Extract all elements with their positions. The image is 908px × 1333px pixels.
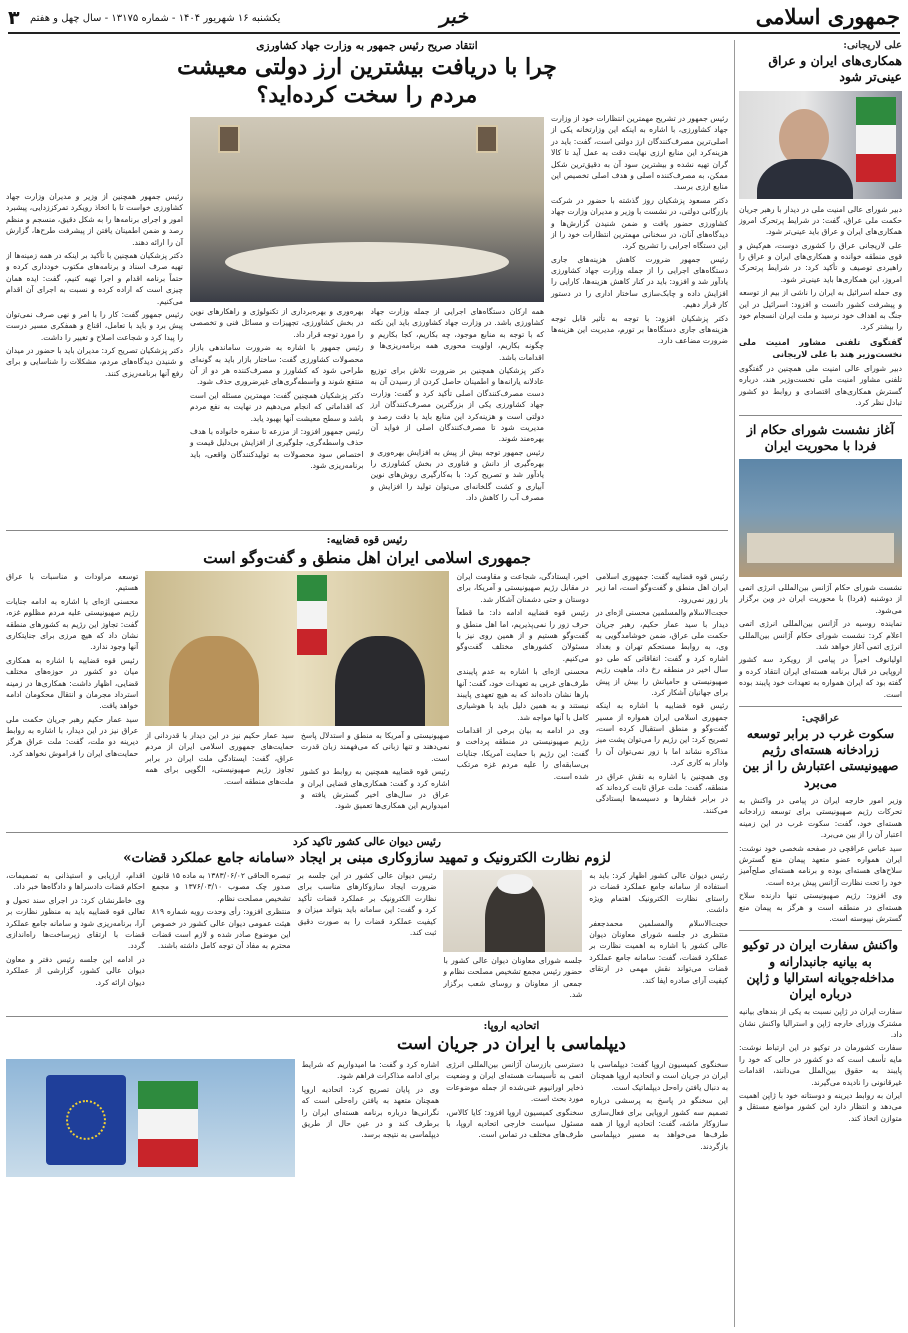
person-shape [169, 636, 259, 726]
story-headline: همکاری‌های ایران و عراق عینی‌تر شود [768, 53, 902, 85]
iran-flag-image [297, 575, 327, 655]
divider [6, 530, 728, 531]
person-body-shape [757, 159, 853, 199]
article-column: بهره‌وری و بهره‌برداری از تکنولوژی و راهکارهای نوین در بخش کشاورزی، تجهیزات و مسائل فنی و تخصصی را مورد توجه قرار داد. رئیس جمهور با اشاره به ضرورت ساماندهی بازار محصولات کشاورزی گفت: ساختار بازار باید به گونه‌ای طراحی شود که کشاورز و مصرف‌کننده هر دو از آن منتفع شوند و واسطه‌گری‌های غیرضروری حذف شود. دکتر پزشکیان همچنین گفت: مهمترین مسئله این است که اقداماتی که انجام می‌دهیم در نهایت به نفع مردم باشد و سطح معیشت آنها بهبود یابد. رئیس جمهور افزود: از مزرعه تا سفره خانواده با هدف حذف واسطه‌گری، جلوگیری از افزایش بی‌دلیل قیمت و اختصاص سود محصولات به تولیدکنندگان واقعی، باید برنامه‌ریزی شود. [190, 307, 364, 471]
divider [739, 706, 902, 707]
article-headline: جمهوری اسلامی ایران اهل منطق و گفت‌وگو است [203, 548, 531, 567]
story-headline: سکوت غرب در برابر توسعه زرادخانه هسته‌ای رژیم صهیونیستی اعتبارش را از بین می‌برد [742, 725, 899, 790]
eu-flag-image [46, 1075, 126, 1165]
divider [6, 1016, 728, 1017]
story-headline: آغاز نشست شورای حکام از فردا با محوریت ایران [746, 421, 895, 453]
sidebar-story-larijani [739, 40, 902, 409]
article-column: صهیونیستی و آمریکا به منطق و استدلال پاسخ نمی‌دهند و تنها زبانی که می‌فهمند زبان قدرت است. رئیس قوه قضاییه همچنین به روابط دو کشور اشاره کرد و گفت: همکاری‌های قضایی ایران و عراق در سال‌های اخیر گسترش یافته و امیدواریم این همکاری‌ها تعمیق شود. [300, 731, 450, 811]
cleric-photo [443, 870, 582, 952]
story-kicker: علی لاریجانی: [843, 40, 902, 51]
sidebar-story-iaea [739, 422, 902, 700]
divider [739, 930, 902, 931]
story-body: وزیر امور خارجه ایران در پیامی در واکنش به تحرکات رژیم صهیونیستی برای توسعه زرادخانه هسته‌ای خود، گفت: سکوت غرب در این زمینه اعتبار آن را از بین می‌برد. سید عباس عراقچی در صفحه شخصی خود نوشت: ایران همواره عضو متعهد پیمان منع گسترش سلاح‌های هسته‌ای بوده و برنامه هسته‌ای صلح‌آمیز خود را تحت نظارت آژانس پیش برده است. وی افزود: رژیم صهیونیستی تنها دارنده سلاح هسته‌ای در منطقه است و هرگز به پیمان منع گسترش نپیوسته است. [739, 795, 902, 923]
article-judiciary [6, 534, 728, 828]
article-column: رئیس قوه قضاییه گفت: جمهوری اسلامی ایران اهل منطق و گفت‌وگو است، اما زیر بار زور نمی‌رود. حجت‌الاسلام والمسلمین محسنی اژه‌ای در دیدار با سید عمار حکیم، رهبر جریان حکمت ملی عراق، ضمن خوشامدگویی به وی، به روابط مستحکم تهران و بغداد اشاره کرد و گفت: اتفاقاتی که طی دو سال اخیر در منطقه رخ داد، ماهیت رژیم صهیونیستی و حامیانش را بیش از پیش برای جهانیان آشکار کرد. رئیس قوه قضاییه با اشاره به اینکه جمهوری اسلامی ایران همواره از مسیر گفت‌وگو و منطق استقبال کرده است، تصریح کرد: این رژیم را می‌توان پشت میز مذاکره نشاند اما با زور نمی‌توان آن را وادار به کاری کرد. وی همچنین با اشاره به نقش عراق در منطقه، گفت: ملت عراق ثابت کرده‌اند که در برابر فشارها و دسیسه‌ها ایستادگی می‌کنند. [595, 572, 728, 815]
judiciary-meeting-photo [145, 571, 449, 726]
sidebar-story-araghchi [739, 713, 902, 924]
person-shape [335, 636, 425, 726]
portrait-frame-image [218, 125, 240, 153]
article-column: اقدام، ارزیابی و استیذانی به تصمیمات، احکام قضات دادسراها و دادگاه‌ها خبر داد. وی خاطرنشان کرد: در اجرای سند تحول و تعالی قوه قضاییه باید به منظور نظارت بر آرا، برنامه‌ریزی شود و سامانه جامع عملکرد قضات با ارتقای زیرساخت‌ها راه‌اندازی گردد. در ادامه این جلسه رئیس دفتر و معاون دیوان عالی کشور، گزارشی از عملکرد دیوان ارائه کرد. [6, 871, 145, 987]
article-supreme-court [6, 836, 728, 1012]
article-column: رئیس دیوان عالی کشور در این جلسه بر ضرورت ایجاد سازوکارهای مناسب برای نظارت الکترونیک بر عملکرد قضات تأکید کرد و گفت: این سامانه باید بتواند میزان و کیفیت عملکرد قضات را به صورت دقیق ثبت کند. [297, 871, 437, 937]
story-kicker: عراقچی: [801, 712, 840, 724]
larijani-photo [739, 91, 902, 199]
section-title: خبر [440, 6, 468, 28]
article-column: توسعه مراودات و مناسبات با عراق هستیم. محسنی اژه‌ای با اشاره به ادامه جنایات رژیم صهیونیستی علیه مردم مظلوم غزه، گفت: تجاوز این رژیم به کشورهای منطقه نشان داد که هیچ مرزی برای جنایتکاری آنها وجود ندارد. رئیس قوه قضاییه با اشاره به همکاری میان دو کشور در حوزه‌های مختلف قضایی، اظهار داشت: همکاری‌ها در زمینه استرداد مجرمان و انتقال محکومان ادامه خواهد یافت. سید عمار حکیم رهبر جریان حکمت ملی عراق نیز در این دیدار، با اشاره به روابط دیرینه دو ملت، گفت: ملت عراق هرگز حمایت‌های ایران را فراموش نخواهد کرد. [6, 572, 139, 758]
conference-table-shape [225, 242, 508, 282]
eu-stars-icon [66, 1100, 106, 1140]
board-meeting-photo [739, 459, 902, 577]
story-body: دبیر شورای عالی امنیت ملی در دیدار با رهبر جریان حکمت ملی عراق، گفت: در شرایط پرتحرک امروز همکاری‌های ایران و عراق باید عینی‌تر شود. علی لاریجانی عراق را کشوری دوست، هم‌کیش و قوی منطقه خوانده و همکاری‌های ایران و عراق را راهبردی توصیف و تأکید کرد: در شرایط پرتحرک امروز، این همکاری‌ها باید عینی‌تر شود. وی حمله اسرائیل به ایران را ناشی از بیم از توسعه و پیشرفت کشور دانست و افزود: اسرائیل در این جنگ به اهداف خود نرسید و ملت ایران انسجام خود را بیشتر کرد. گفتگوی تلفنی مشاور امنیت ملی نخست‌وزیر هند با علی لاریجانی دبیر شورای عالی امنیت ملی همچنین در گفتگوی تلفنی مشاور امنیت ملی نخست‌وزیر هند، درباره گسترش همکاری‌های اقتصادی و روابط دو کشور تبادل نظر کرد. [739, 204, 902, 408]
sidebar [734, 40, 902, 1327]
article-column: سخنگوی کمیسیون اروپا گفت: دیپلماسی با ایران در جریان است و اتحادیه اروپا همچنان به دنبال یافتن راه‌حل دیپلماتیک است. این سخنگو در پاسخ به پرسشی درباره تصمیم سه کشور اروپایی برای فعال‌سازی سازوکار ماشه، گفت: اتحادیه اروپا از همه طرف‌ها می‌خواهد به مسیر دیپلماسی بازگردند. [590, 1060, 728, 1151]
issue-line: یکشنبه ۱۶ شهریور ۱۴۰۴ - شماره ۱۳۱۷۵ - سال چهل و هفتم [30, 13, 281, 24]
portrait-frame-image [476, 125, 498, 153]
article-column: رئیس دیوان عالی کشور اظهار کرد: باید به استفاده از سامانه جامع عملکرد قضات در راستای نظارت الکترونیک اهتمام ویژه داشت. حجت‌الاسلام والمسلمین محمدجعفر منتظری در جلسه شورای معاونان دیوان عالی کشور با اشاره به اهمیت نظارت بر عملکرد قضات، گفت: سامانه جامع عملکرد قضات می‌تواند نقش مهمی در ارتقای کیفیت آرای صادره ایفا کند. [589, 871, 728, 985]
article-column: دسترسی بازرسان آژانس بین‌المللی انرژی اتمی به تأسیسات هسته‌ای ایران و وضعیت ذخایر اورانیوم غنی‌شده از جمله موضوعات مورد بحث است. سخنگوی کمیسیون اروپا افزود: کایا کالاس، مسئول سیاست خارجی اتحادیه اروپا، با طرف‌های مختلف در تماس است. [446, 1060, 584, 1140]
article-column: اشاره کرد و گفت: ما امیدواریم که شرایط برای ادامه مذاکرات فراهم شود. وی در پایان تصریح کرد: اتحادیه اروپا همچنان متعهد به یافتن راه‌حلی است که نگرانی‌ها درباره برنامه هسته‌ای ایران را برطرف کند و در عین حال از طریق دیپلماسی به نتیجه برسد. [301, 1060, 440, 1140]
iran-flag-image [856, 97, 896, 183]
sidebar-story-tokyo [739, 937, 902, 1124]
article-column: جلسه شورای معاونان دیوان عالی کشور با حضور رئیس مجمع تشخیص مصلحت نظام و جمعی از معاونان و روسای شعب برگزار شد. [443, 870, 582, 1003]
story-body: سفارت ایران در ژاپن نسبت به یکی از بندهای بیانیه مشترک وزرای خارجه ژاپن و استرالیا واکنش نشان داد. سفارت کشورمان در توکیو در این ارتباط نوشت: مایه تأسف است که دو کشور در حالی که خود را پایبند به حقوق بین‌الملل می‌دانند، اقدامات غیرقانونی را نادیده می‌گیرند. ایران به روابط دیرینه و دوستانه خود با ژاپن اهمیت می‌دهد و انتظار دارد این کشور مواضع مستقل و متوازن اتخاذ کند. [739, 1007, 902, 1123]
article-headline: لزوم نظارت الکترونیک و تمهید سازوکاری مبنی بر ایجاد «سامانه جامع عملکرد قضات» [123, 850, 611, 866]
main-content [6, 40, 728, 1327]
article-column: رئیس جمهور در تشریح مهمترین انتظارات خود از وزارت جهاد کشاورزی، با اشاره به اینکه این وزارتخانه یکی از اصلی‌ترین مصرف‌کنندگان ارز دولتی است، گفت: باید در هزینه‌کرد این منابع ارزی نهایت دقت به عمل آید تا کالا گران تهیه نشده و بیشترین سود آن به دقیق‌ترین شکل ممکن، به مصرف‌کننده اصلی و هدف اصلی تخصیص این منابع ارزی برسد. دکتر مسعود پزشکیان روز گذشته با حضور در شرکت بازرگانی دولتی، در نشست با وزیر و مدیران وزارت جهاد کشاورزی حضور یافت و ضمن شنیدن گزارش‌ها و دیدگاه‌های آنان، در سخنانی مهمترین انتظارات خود را از این دستگاه اجرایی را تشریح کرد. رئیس جمهور ضرورت کاهش هزینه‌های جاری دستگاه‌های اجرایی را از جمله وزارت جهاد کشاورزی یادآور شد و افزود: باید در کنار کاهش هزینه‌ها، کارایی را افزایش داده و چابک‌سازی ساختار اداری را در دستور کار قرار دهیم. دکتر پزشکیان افزود: با توجه به تأثیر قابل توجه هزینه‌های جاری دستگاه‌ها بر تورم، مدیریت این هزینه‌ها ضرورت مضاعف دارد. [551, 114, 728, 346]
iran-flag-image [138, 1081, 198, 1167]
flags-photo [6, 1059, 295, 1177]
article-column: اخیر، ایستادگی، شجاعت و مقاومت ایران در مقابل رژیم صهیونیستی و آمریکا، برای دوستان و حتی دشمنان آشکار شد. رئیس قوه قضاییه ادامه داد: ما قطعاً حرف زور را نمی‌پذیریم، اما اهل منطق و گفت‌وگو هستیم و از همین روی نیز با مسئولان کشورهای مختلف گفت‌وگو می‌کنیم. محسنی اژه‌ای با اشاره به عدم پایبندی طرف‌های غربی به تعهدات خود، گفت: آنها بارها نشان داده‌اند که به هیچ تعهدی پایبند نیستند و به همین دلیل باید با هوشیاری کامل با آنها مواجه شد. وی در ادامه به بیان برخی از اقدامات رژیم صهیونیستی در منطقه پرداخت و گفت: این رژیم با حمایت آمریکا، جنایات بی‌سابقه‌ای را علیه مردم غزه مرتکب شده است. [456, 572, 589, 781]
article-column: رئیس جمهور همچنین از وزیر و مدیران وزارت جهاد کشاورزی خواست تا با اتخاذ رویکرد تمرکززدایی، پیشبرد امور و اجرای برنامه‌ها را به شکل دقیق، منسجم و منظم رصد و ضمن اطمینان یافتن از پیشرفت طرح‌ها، گزارش آن را ارائه دهند. دکتر پزشکیان همچنین با تأکید بر اینکه در همه زمینه‌ها از تهیه صرف اسناد و برنامه‌های مکتوب خودداری کرده و حتماً برنامه اقدام و اجرا تهیه کنیم، گفت: ایده همان چیزی است که اراده کرده و نسبت به اجرای آن اقدام می‌کنیم. رئیس جمهور گفت: کار را با امر و نهی صرف نمی‌توان پیش برد و باید با تعامل، اقناع و همفکری مسیر درست را پیدا کرد و شجاعت اصلاح و تغییر را داشت. دکتر پزشکیان تصریح کرد: مدیران باید با حضور در میدان و شنیدن دیدگاه‌های مردم، مشکلات را شناسایی و برای رفع آنها برنامه‌ریزی کنند. [6, 192, 183, 378]
divider [6, 832, 728, 833]
story-subhead: گفتگوی تلفنی مشاور امنیت ملی نخست‌وزیر هند با علی لاریجانی [739, 336, 902, 360]
story-headline: واکنش سفارت ایران در توکیو به بیانیه جانبدارانه و مداخله‌جویانه استرالیا و ژاپن درباره ایران [742, 937, 899, 1002]
turban-shape [497, 874, 533, 894]
page-number: ۳ [8, 7, 20, 29]
article-kicker: رئیس قوه قضاییه: [326, 534, 408, 546]
article-kicker: اتحادیه اروپا: [483, 1020, 540, 1032]
divider [739, 415, 902, 416]
article-headline: دیپلماسی با ایران در جریان است [396, 1034, 626, 1053]
newspaper-logo: جمهوری اسلامی [755, 4, 900, 29]
article-kicker: انتقاد صریح رئیس جمهور به وزارت جهاد کشاورزی [256, 40, 478, 52]
story-body: نشست شورای حکام آژانس بین‌المللی انرژی اتمی از دوشنبه (فردا) با محوریت ایران در وین برگزار می‌شود. نماینده روسیه در آژانس بین‌المللی انرژی اتمی اعلام کرد: نشست شورای حکام آژانس بین‌المللی انرژی اتمی آغاز خواهد شد. اولیانوف اخیراً در پیامی از رویکرد سه کشور اروپایی در قبال برنامه هسته‌ای ایران انتقاد کرده و گفته بود که ایران همواره به تعهدات خود پایبند بوده است. [739, 583, 902, 699]
person-head-shape [779, 109, 829, 167]
article-column: سید عمار حکیم نیز در این دیدار با قدردانی از حمایت‌های جمهوری اسلامی ایران از مردم عراق، گفت: ایستادگی ملت ایران در برابر تجاوز رژیم صهیونیستی، الگویی برای همه ملت‌های منطقه است. [145, 731, 294, 786]
meeting-table-shape [747, 533, 894, 563]
article-headline: چرا با دریافت بیشترین ارز دولتی معیشت مردم را سخت کرده‌اید؟ [177, 54, 557, 108]
article-eu [6, 1020, 728, 1327]
article-column: تبصره الحاقی ۱۳۸۳/۰۶/۰۲ به ماده ۱۵ قانون صدور چک مصوب ۱۳۷۶/۰۳/۱۰ و مجمع تشخیص مصلحت نظام. منتظری افزود: رأی وحدت رویه شماره ۸۱۹ هیئت عمومی دیوان عالی کشور در خصوص این موضوع صادر شده و لازم است قضات محترم به مفاد آن توجه کامل داشته باشند. [151, 871, 291, 951]
meeting-photo [190, 117, 544, 302]
article-president [6, 40, 728, 530]
masthead [8, 4, 900, 34]
article-column: همه ارکان دستگاه‌های اجرایی از جمله وزارت جهاد کشاورزی باشد. در وزارت جهاد کشاورزی باید این نکته که با توجه به منابع موجود، چه بکاریم، کجا بکاریم و چگونه بکاریم، اولویت محوری همه برنامه‌ریزی‌ها و اقدامات باشد. دکتر پزشکیان همچنین بر ضرورت تلاش برای توزیع عادلانه یارانه‌ها و اطمینان حاصل کردن از رسیدن آن به دست مصرف‌کنندگان اصلی تأکید کرد و گفت: وزارت جهاد کشاورزی یکی از بزرگترین مصرف‌کنندگان ارز دولتی است و هزینه‌کرد این منابع باید با دقت رصد و مدیریت شود تا مصرف‌کنندگان اصلی از فواید آن بهره‌مند شوند. رئیس جمهور توجه بیش از پیش به افزایش بهره‌وری و بهره‌گیری از دانش و فناوری در بخش کشاورزی را یادآور شد و تصریح کرد: با به‌کارگیری روش‌های نوین آبیاری و کشت گلخانه‌ای می‌توان تولید را افزایش و مصرف آب را کاهش داد. [370, 307, 544, 503]
article-kicker: رئیس دیوان عالی کشور تأکید کرد [292, 836, 442, 848]
